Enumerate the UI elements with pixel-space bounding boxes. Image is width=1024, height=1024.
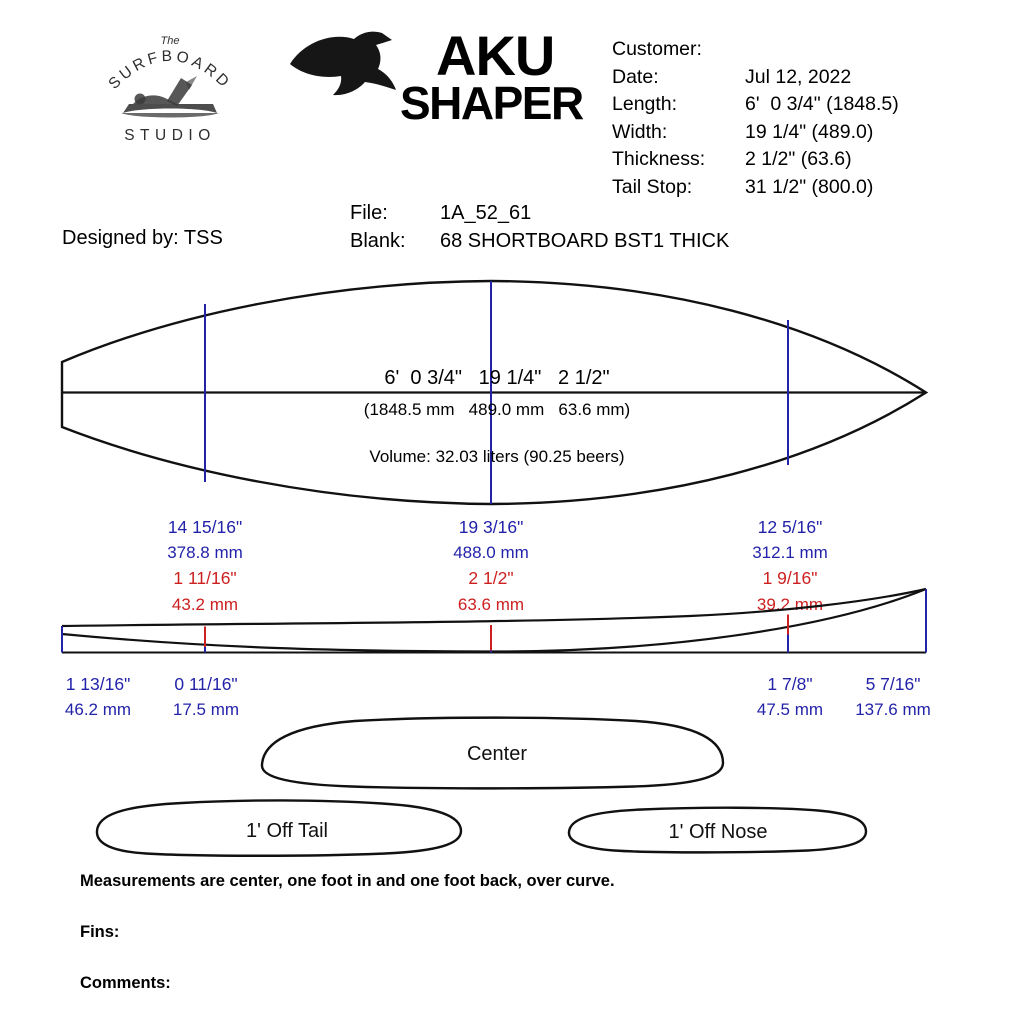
fins-label: Fins: <box>80 923 120 941</box>
thickness-value: 2 1/2" (63.6) <box>745 148 852 171</box>
tail-width-metric: 378.8 mm <box>167 543 243 562</box>
center-width-metric: 488.0 mm <box>453 543 529 562</box>
logo-studio-text: STUDIO <box>124 127 216 144</box>
blank-label: Blank: <box>350 230 406 252</box>
volume-text: Volume: 32.03 liters (90.25 beers) <box>369 447 625 466</box>
thickness-label: Thickness: <box>612 148 706 171</box>
width-label: Width: <box>612 120 668 143</box>
logo-the-text: The <box>160 35 180 47</box>
off-nose-section-label: 1' Off Nose <box>668 821 768 843</box>
dims-metric-text: (1848.5 mm 489.0 mm 63.6 mm) <box>363 400 631 419</box>
tailstop-value: 31 1/2" (800.0) <box>745 175 874 198</box>
tail-rocker-imperial: 1 13/16" <box>65 674 131 694</box>
length-label: Length: <box>612 93 678 116</box>
tail-thickness-metric: 43.2 mm <box>171 595 239 614</box>
off-tail-section-label: 1' Off Tail <box>245 820 329 842</box>
date-label: Date: <box>612 65 659 88</box>
tail-rocker-metric: 46.2 mm <box>64 700 132 719</box>
tail-station-metric: 17.5 mm <box>172 700 240 719</box>
length-value: 6' 0 3/4" (1848.5) <box>745 93 899 116</box>
file-label: File: <box>350 202 388 224</box>
logo-surfboard-arched-text: SURFBOARD <box>105 47 235 93</box>
nose-width-metric: 312.1 mm <box>752 543 828 562</box>
nose-station-imperial: 1 7/8" <box>767 674 813 694</box>
nose-thickness-metric: 39.2 mm <box>756 595 824 614</box>
aku-text: AKU <box>436 24 555 87</box>
tail-thickness-imperial: 1 11/16" <box>173 568 237 588</box>
customer-label: Customer: <box>612 38 702 60</box>
date-value: Jul 12, 2022 <box>745 65 852 88</box>
center-section-label: Center <box>466 743 528 765</box>
file-value: 1A_52_61 <box>440 202 532 224</box>
board-dimension-text <box>364 367 630 466</box>
width-value: 19 1/4" (489.0) <box>745 120 874 143</box>
dims-imperial-text: 6' 0 3/4" 19 1/4" 2 1/2" <box>384 367 610 389</box>
center-thickness-imperial: 2 1/2" <box>468 568 514 588</box>
nose-thickness-imperial: 1 9/16" <box>762 568 818 588</box>
tailstop-label: Tail Stop: <box>612 175 693 198</box>
nose-width-imperial: 12 5/16" <box>757 517 823 537</box>
rocker-measurement-labels <box>65 674 931 719</box>
plan-view-outline <box>62 281 926 504</box>
tail-width-imperial: 14 15/16" <box>167 517 243 537</box>
nose-rocker-metric: 137.6 mm <box>855 700 931 719</box>
blank-value: 68 SHORTBOARD BST1 THICK <box>440 230 730 252</box>
comments-label: Comments: <box>80 974 171 992</box>
designed-by-text: Designed by: TSS <box>62 227 223 249</box>
center-width-imperial: 19 3/16" <box>458 517 524 537</box>
tail-station-imperial: 0 11/16" <box>174 674 238 694</box>
measurements-note: Measurements are center, one foot in and one foot back, over curve. <box>80 872 615 890</box>
width-measurement-labels <box>167 517 828 562</box>
shaper-text: SHAPER <box>400 76 583 129</box>
center-thickness-metric: 63.6 mm <box>457 595 525 614</box>
thickness-measurement-labels <box>172 568 823 614</box>
nose-rocker-imperial: 5 7/16" <box>865 674 921 694</box>
nose-station-metric: 47.5 mm <box>756 700 824 719</box>
